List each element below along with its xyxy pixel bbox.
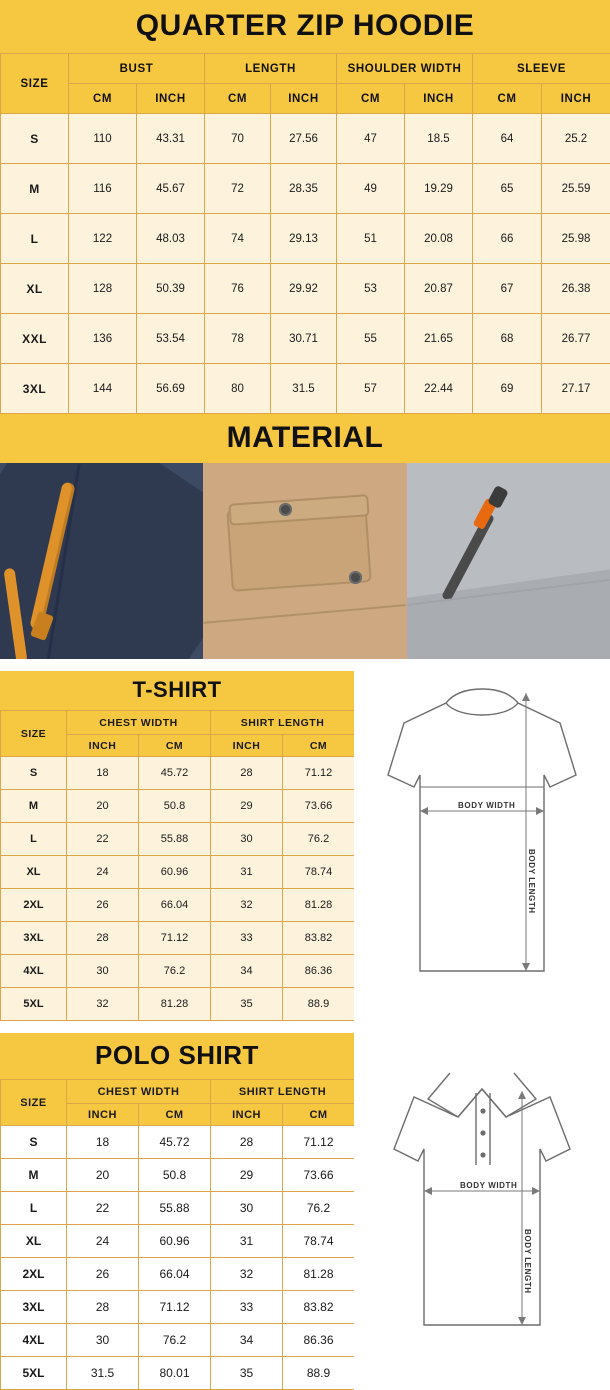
- hoodie-cell: 67: [473, 264, 542, 314]
- hoodie-cell: 51: [337, 214, 405, 264]
- hoodie-cell: 30.71: [271, 314, 337, 364]
- hoodie-cell: 26.38: [542, 264, 610, 314]
- material-photo-row: [0, 463, 610, 659]
- tshirt-row-size: L: [1, 823, 67, 856]
- hoodie-cell: 57: [337, 364, 405, 414]
- polo-cell: 30: [67, 1324, 139, 1357]
- tshirt-cell: 73.66: [283, 790, 355, 823]
- hoodie-cell: 53: [337, 264, 405, 314]
- hoodie-section-title: QUARTER ZIP HOODIE: [0, 0, 610, 53]
- tshirt-cell: 30: [67, 955, 139, 988]
- table-row: [1, 1192, 355, 1225]
- tshirt-outline-svg: [354, 671, 610, 1001]
- hoodie-cell: 29.92: [271, 264, 337, 314]
- tshirt-row-size: S: [1, 757, 67, 790]
- table-row: [1, 757, 355, 790]
- tshirt-cell: 86.36: [283, 955, 355, 988]
- polo-cell: 32: [211, 1258, 283, 1291]
- hoodie-cell: 43.31: [137, 114, 205, 164]
- table-row: [1, 1324, 355, 1357]
- tshirt-cell: 32: [211, 889, 283, 922]
- tshirt-row-size: M: [1, 790, 67, 823]
- tshirt-row-size: 3XL: [1, 922, 67, 955]
- tshirt-cell: 78.74: [283, 856, 355, 889]
- polo-unit-length-cm: CM: [283, 1104, 355, 1126]
- polo-cell: 29: [211, 1159, 283, 1192]
- hoodie-cell: 28.35: [271, 164, 337, 214]
- hoodie-cell: 31.5: [271, 364, 337, 414]
- polo-row-size: XL: [1, 1225, 67, 1258]
- hoodie-col-sleeve: SLEEVE: [473, 54, 610, 84]
- polo-cell: 28: [67, 1291, 139, 1324]
- hoodie-row-size: 3XL: [1, 364, 69, 414]
- hoodie-cell: 22.44: [405, 364, 473, 414]
- polo-row-size: 3XL: [1, 1291, 67, 1324]
- tshirt-size-table: [0, 710, 355, 1021]
- table-row: [1, 314, 610, 364]
- tshirt-cell: 22: [67, 823, 139, 856]
- polo-cell: 33: [211, 1291, 283, 1324]
- polo-cell: 31: [211, 1225, 283, 1258]
- tshirt-cell: 45.72: [139, 757, 211, 790]
- table-row: [1, 889, 355, 922]
- hoodie-cell: 69: [473, 364, 542, 414]
- grey-zipper-pull-photo: [407, 463, 610, 659]
- table-row: [1, 856, 355, 889]
- hoodie-unit-shoulder-cm: CM: [337, 84, 405, 114]
- polo-col-length: SHIRT LENGTH: [211, 1080, 355, 1104]
- polo-cell: 20: [67, 1159, 139, 1192]
- tshirt-cell: 34: [211, 955, 283, 988]
- tshirt-body-width-label: BODY WIDTH: [458, 801, 515, 810]
- tshirt-cell: 71.12: [283, 757, 355, 790]
- polo-body-width-label: BODY WIDTH: [460, 1181, 517, 1190]
- hoodie-cell: 122: [69, 214, 137, 264]
- polo-cell: 45.72: [139, 1126, 211, 1159]
- tshirt-cell: 81.28: [283, 889, 355, 922]
- material-section-title: MATERIAL: [0, 414, 610, 463]
- hoodie-cell: 70: [205, 114, 271, 164]
- hoodie-cell: 65: [473, 164, 542, 214]
- hoodie-col-size: SIZE: [1, 54, 69, 114]
- table-row: [1, 114, 610, 164]
- tshirt-cell: 31: [211, 856, 283, 889]
- tshirt-row-size: 4XL: [1, 955, 67, 988]
- polo-cell: 55.88: [139, 1192, 211, 1225]
- hoodie-cell: 25.2: [542, 114, 610, 164]
- polo-cell: 83.82: [283, 1291, 355, 1324]
- hoodie-cell: 20.08: [405, 214, 473, 264]
- polo-section-title: POLO SHIRT: [0, 1033, 354, 1079]
- tshirt-unit-length-cm: CM: [283, 735, 355, 757]
- tshirt-unit-chest-inch: INCH: [67, 735, 139, 757]
- table-row: [1, 214, 610, 264]
- polo-cell: 60.96: [139, 1225, 211, 1258]
- tshirt-cell: 35: [211, 988, 283, 1021]
- polo-col-chest: CHEST WIDTH: [67, 1080, 211, 1104]
- table-row: [1, 1159, 355, 1192]
- table-row: [1, 264, 610, 314]
- hoodie-unit-sleeve-cm: CM: [473, 84, 542, 114]
- hoodie-col-length: LENGTH: [205, 54, 337, 84]
- polo-row-size: S: [1, 1126, 67, 1159]
- polo-row-size: 5XL: [1, 1357, 67, 1390]
- hoodie-cell: 55: [337, 314, 405, 364]
- polo-cell: 31.5: [67, 1357, 139, 1390]
- tshirt-cell: 60.96: [139, 856, 211, 889]
- tshirt-cell: 24: [67, 856, 139, 889]
- table-row: [1, 1225, 355, 1258]
- table-row: [1, 823, 355, 856]
- tshirt-section-title: T-SHIRT: [0, 671, 354, 710]
- hoodie-cell: 74: [205, 214, 271, 264]
- polo-header-row: [1, 1080, 355, 1104]
- hoodie-cell: 25.59: [542, 164, 610, 214]
- polo-row-size: M: [1, 1159, 67, 1192]
- tshirt-cell: 55.88: [139, 823, 211, 856]
- polo-unit-chest-cm: CM: [139, 1104, 211, 1126]
- tshirt-header-row: [1, 711, 355, 735]
- polo-section: [0, 1033, 610, 1390]
- tshirt-body-length-label: BODY LENGTH: [527, 849, 536, 914]
- section-divider: [0, 659, 610, 671]
- hoodie-header-row: [1, 54, 610, 84]
- hoodie-cell: 45.67: [137, 164, 205, 214]
- tshirt-row-size: 5XL: [1, 988, 67, 1021]
- hoodie-unit-length-inch: INCH: [271, 84, 337, 114]
- tshirt-row-size: XL: [1, 856, 67, 889]
- tshirt-cell: 26: [67, 889, 139, 922]
- hoodie-cell: 66: [473, 214, 542, 264]
- hoodie-unit-shoulder-inch: INCH: [405, 84, 473, 114]
- hoodie-cell: 25.98: [542, 214, 610, 264]
- hoodie-cell: 50.39: [137, 264, 205, 314]
- hoodie-unit-sleeve-inch: INCH: [542, 84, 610, 114]
- hoodie-unit-bust-inch: INCH: [137, 84, 205, 114]
- hoodie-cell: 110: [69, 114, 137, 164]
- hoodie-col-shoulder: SHOULDER WIDTH: [337, 54, 473, 84]
- polo-row-size: L: [1, 1192, 67, 1225]
- hoodie-cell: 128: [69, 264, 137, 314]
- hoodie-row-size: M: [1, 164, 69, 214]
- table-row: [1, 1291, 355, 1324]
- polo-col-size: SIZE: [1, 1080, 67, 1126]
- polo-cell: 28: [211, 1126, 283, 1159]
- hoodie-cell: 26.77: [542, 314, 610, 364]
- polo-unit-length-inch: INCH: [211, 1104, 283, 1126]
- hoodie-cell: 72: [205, 164, 271, 214]
- tshirt-unit-length-inch: INCH: [211, 735, 283, 757]
- hoodie-cell: 47: [337, 114, 405, 164]
- polo-cell: 35: [211, 1357, 283, 1390]
- hoodie-cell: 19.29: [405, 164, 473, 214]
- polo-row-size: 2XL: [1, 1258, 67, 1291]
- hoodie-unit-row: [1, 84, 610, 114]
- hoodie-cell: 116: [69, 164, 137, 214]
- polo-cell: 22: [67, 1192, 139, 1225]
- tshirt-cell: 28: [67, 922, 139, 955]
- tshirt-cell: 81.28: [139, 988, 211, 1021]
- hoodie-cell: 20.87: [405, 264, 473, 314]
- hoodie-cell: 48.03: [137, 214, 205, 264]
- hoodie-cell: 53.54: [137, 314, 205, 364]
- hoodie-cell: 27.56: [271, 114, 337, 164]
- table-row: [1, 1126, 355, 1159]
- tshirt-cell: 30: [211, 823, 283, 856]
- tshirt-cell: 71.12: [139, 922, 211, 955]
- tshirt-cell: 20: [67, 790, 139, 823]
- polo-cell: 76.2: [283, 1192, 355, 1225]
- polo-unit-chest-inch: INCH: [67, 1104, 139, 1126]
- polo-cell: 71.12: [139, 1291, 211, 1324]
- tshirt-cell: 88.9: [283, 988, 355, 1021]
- hoodie-row-size: XXL: [1, 314, 69, 364]
- polo-cell: 30: [211, 1192, 283, 1225]
- polo-cell: 86.36: [283, 1324, 355, 1357]
- polo-cell: 81.28: [283, 1258, 355, 1291]
- table-row: [1, 1258, 355, 1291]
- polo-row-size: 4XL: [1, 1324, 67, 1357]
- tshirt-diagram: [354, 671, 610, 1021]
- fabric-shadow-shape: [407, 564, 610, 659]
- hoodie-cell: 78: [205, 314, 271, 364]
- polo-cell: 50.8: [139, 1159, 211, 1192]
- hoodie-cell: 27.17: [542, 364, 610, 414]
- hoodie-row-size: L: [1, 214, 69, 264]
- hoodie-unit-bust-cm: CM: [69, 84, 137, 114]
- table-row: [1, 955, 355, 988]
- hoodie-cell: 136: [69, 314, 137, 364]
- polo-cell: 26: [67, 1258, 139, 1291]
- tshirt-cell: 29: [211, 790, 283, 823]
- hoodie-cell: 68: [473, 314, 542, 364]
- polo-cell: 34: [211, 1324, 283, 1357]
- table-row: [1, 922, 355, 955]
- polo-cell: 78.74: [283, 1225, 355, 1258]
- table-row: [1, 1357, 355, 1390]
- tshirt-cell: 76.2: [139, 955, 211, 988]
- tshirt-cell: 50.8: [139, 790, 211, 823]
- section-divider: [0, 1021, 610, 1033]
- hoodie-cell: 144: [69, 364, 137, 414]
- tshirt-col-length: SHIRT LENGTH: [211, 711, 355, 735]
- tshirt-cell: 32: [67, 988, 139, 1021]
- hoodie-row-size: XL: [1, 264, 69, 314]
- polo-cell: 76.2: [139, 1324, 211, 1357]
- tshirt-unit-chest-cm: CM: [139, 735, 211, 757]
- tshirt-cell: 83.82: [283, 922, 355, 955]
- tshirt-cell: 33: [211, 922, 283, 955]
- polo-diagram: [354, 1033, 610, 1390]
- polo-body-length-label: BODY LENGTH: [523, 1229, 532, 1294]
- table-row: [1, 164, 610, 214]
- hoodie-cell: 21.65: [405, 314, 473, 364]
- hoodie-cell: 49: [337, 164, 405, 214]
- hoodie-cell: 64: [473, 114, 542, 164]
- polo-cell: 18: [67, 1126, 139, 1159]
- polo-cell: 88.9: [283, 1357, 355, 1390]
- polo-cell: 80.01: [139, 1357, 211, 1390]
- hoodie-cell: 56.69: [137, 364, 205, 414]
- polo-outline-svg: [354, 1033, 610, 1348]
- tshirt-cell: 28: [211, 757, 283, 790]
- tshirt-cell: 76.2: [283, 823, 355, 856]
- tshirt-col-size: SIZE: [1, 711, 67, 757]
- polo-cell: 24: [67, 1225, 139, 1258]
- seam-line: [204, 604, 406, 624]
- table-row: [1, 790, 355, 823]
- polo-size-table: [0, 1079, 355, 1390]
- hoodie-cell: 80: [205, 364, 271, 414]
- khaki-sleeve-pocket-photo: [203, 463, 406, 659]
- polo-cell: 71.12: [283, 1126, 355, 1159]
- hoodie-cell: 29.13: [271, 214, 337, 264]
- navy-hoodie-drawstring-photo: [0, 463, 203, 659]
- tshirt-cell: 18: [67, 757, 139, 790]
- hoodie-cell: 18.5: [405, 114, 473, 164]
- tshirt-cell: 66.04: [139, 889, 211, 922]
- hoodie-cell: 76: [205, 264, 271, 314]
- tshirt-col-chest: CHEST WIDTH: [67, 711, 211, 735]
- table-row: [1, 988, 355, 1021]
- tshirt-section: [0, 671, 610, 1021]
- table-row: [1, 364, 610, 414]
- hoodie-col-bust: BUST: [69, 54, 205, 84]
- polo-cell: 73.66: [283, 1159, 355, 1192]
- fabric-fold-shape: [0, 463, 203, 659]
- hoodie-row-size: S: [1, 114, 69, 164]
- tshirt-row-size: 2XL: [1, 889, 67, 922]
- hoodie-unit-length-cm: CM: [205, 84, 271, 114]
- polo-cell: 66.04: [139, 1258, 211, 1291]
- hoodie-size-table: [0, 53, 610, 414]
